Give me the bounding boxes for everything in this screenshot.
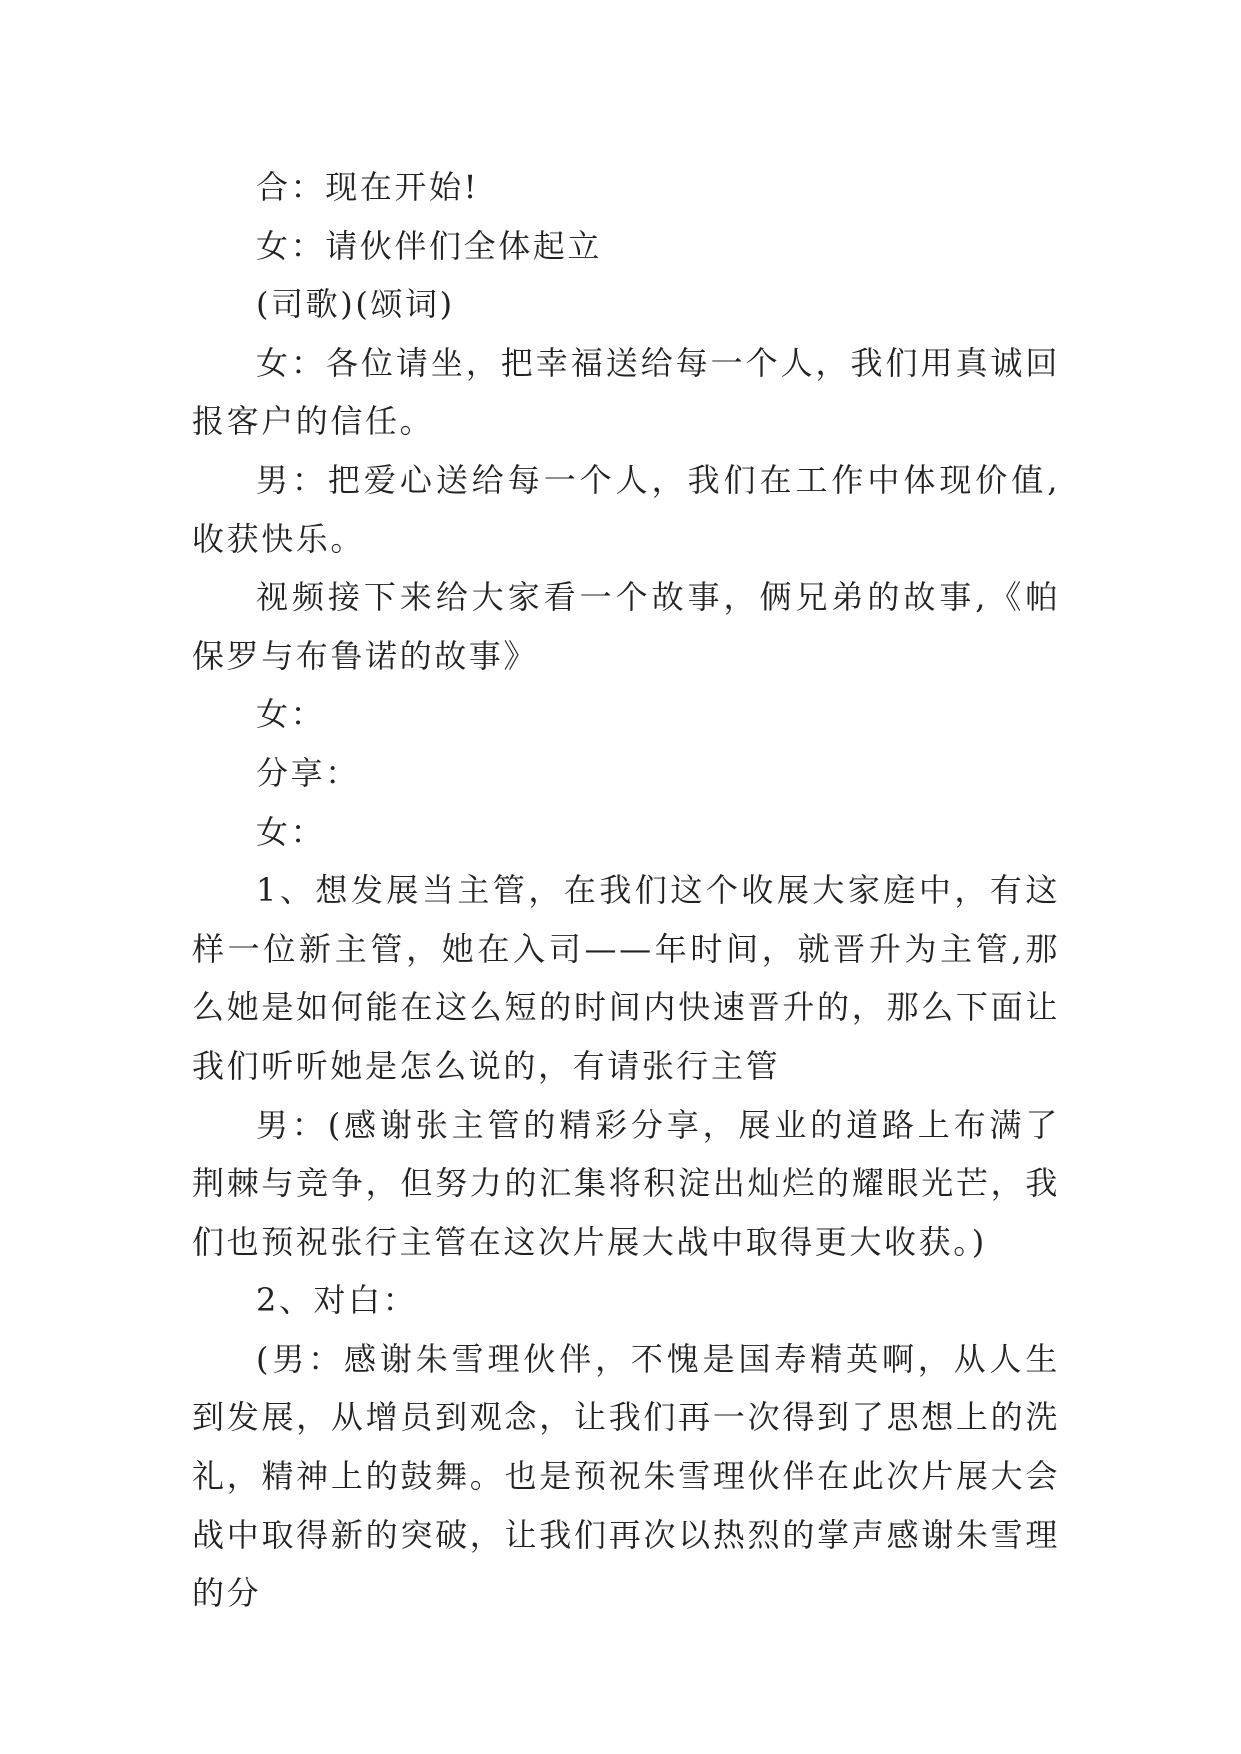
paragraph-9: 女： <box>256 812 326 851</box>
paragraph-12: 2、对白： <box>256 1281 418 1320</box>
paragraph-7: 女： <box>256 695 326 734</box>
paragraph-8: 分享： <box>256 753 360 792</box>
paragraph-10: 1、想发展当主管，在我们这个收展大家庭中，有这样一位新主管，她在入司——年时间，就晋升为主管,那么她是如何能在这么短的时间内快速晋升的，那么下面让我们听听她是怎么说的，有请张行主管 <box>192 871 1060 1085</box>
paragraph-2: 女：请伙伴们全体起立 <box>256 226 603 265</box>
paragraph-13: (男：感谢朱雪理伙伴，不愧是国寿精英啊，从人生到发展，从增员到观念，让我们再一次得到了思想上的洗礼，精神上的鼓舞。也是预祝朱雪理伙伴在此次片展大会战中取得新的突破，让我们再次以热烈的掌声感谢朱雪理的分 <box>192 1339 1060 1613</box>
paragraph-1: 合：现在开始! <box>256 168 480 206</box>
paragraph-3: (司歌)(颂词) <box>256 285 455 324</box>
paragraph-11: 男：(感谢张主管的精彩分享，展业的道路上布满了荆棘与竞争，但努力的汇集将积淀出灿烂的耀眼光芒，我们也预祝张行主管在这次片展大战中取得更大收获。) <box>192 1105 1060 1261</box>
paragraph-4: 女：各位请坐，把幸福送给每一个人，我们用真诚回报客户的信任。 <box>192 343 1060 441</box>
document-body <box>192 158 1060 1623</box>
paragraph-6: 视频接下来给大家看一个故事，俩兄弟的故事,《帕保罗与布鲁诺的故事》 <box>192 578 1060 675</box>
paragraph-5: 男：把爱心送给每一个人，我们在工作中体现价值,收获快乐。 <box>192 460 1060 558</box>
